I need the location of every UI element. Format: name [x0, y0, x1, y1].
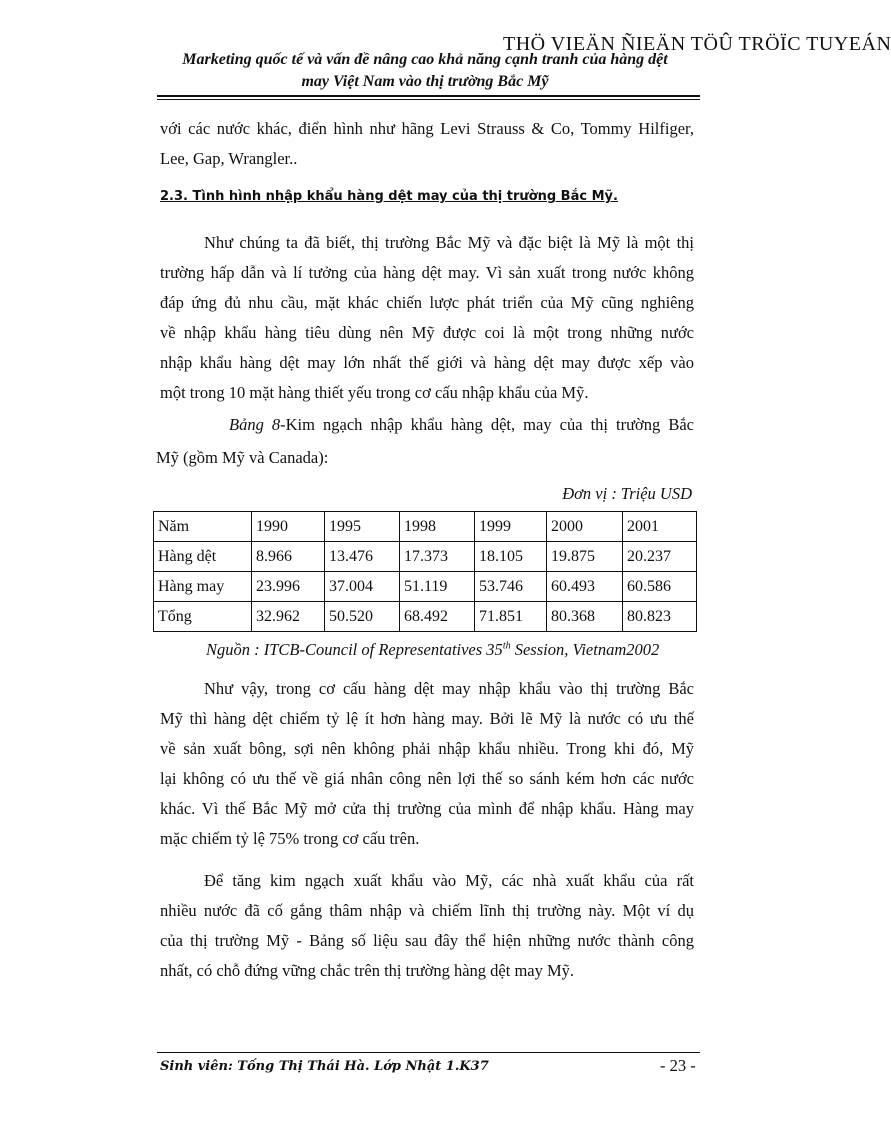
table-cell: 8.966 [252, 542, 325, 572]
para1-line: một trong 10 mặt hàng thiết yếu trong cơ cấu nhập khẩu của Mỹ. [160, 383, 589, 402]
paragraph-3 [160, 866, 694, 986]
unit-label: Đơn vị : Triệu USD [562, 484, 692, 503]
para1-line: Như chúng ta đã biết, thị trường Bắc Mỹ và đặc biệt là Mỹ là một thị [204, 233, 694, 252]
table-cell: 60.586 [623, 572, 697, 602]
watermark-text: THÖ VIEÄN ÑIEÄN TÖÛ TRÖÏC TUYEÁN [503, 33, 891, 55]
table-cell: 23.996 [252, 572, 325, 602]
table-cell: Hàng dệt [154, 542, 252, 572]
table-cell: 1998 [400, 512, 475, 542]
table-caption-line1 [229, 415, 694, 435]
table-cell: 60.493 [547, 572, 623, 602]
intro-paragraph [160, 114, 694, 174]
para2-line: Mỹ thì hàng dệt chiếm tỷ lệ ít hơn hàng may. Bởi lẽ Mỹ là nước có ưu thế [160, 709, 694, 728]
para2-line: về sản xuất bông, sợi nên không phải nhập khẩu nhiều. Trong khi đó, Mỹ [160, 739, 694, 758]
source-text-end: Session, Vietnam2002 [510, 640, 660, 659]
table-cell: 80.368 [547, 602, 623, 632]
table-cell: 17.373 [400, 542, 475, 572]
page-number: - 23 - [660, 1056, 696, 1075]
para1-line: đáp ứng đủ nhu cầu, mặt khác chiến lược phát triển của Mỹ cũng nghiêng [160, 293, 694, 312]
footer-student-info: Sinh viên: Tống Thị Thái Hà. Lớp Nhật 1.K37 [160, 1059, 489, 1074]
para1-line: nhập khẩu hàng dệt may lớn nhất thế giới và hàng dệt may được xếp vào [160, 353, 694, 372]
table-cell: 80.823 [623, 602, 697, 632]
table-row [154, 602, 697, 632]
para2-line: khác. Vì thế Bắc Mỹ mở cửa thị trường của mình để nhập khẩu. Hàng may [160, 799, 694, 818]
table-cell: 1990 [252, 512, 325, 542]
header-title-line1: Marketing quốc tế và vấn đề nâng cao khả năng cạnh tranh của hàng dệt [182, 51, 668, 68]
para3-line: nhiều nước đã cố gắng thâm nhập và chiếm lĩnh thị trường này. Một ví dụ [160, 901, 694, 920]
table-cell: 32.962 [252, 602, 325, 632]
table-cell: 53.746 [475, 572, 547, 602]
paragraph-1 [160, 228, 694, 408]
header-rule-thin [157, 99, 700, 100]
table-cell: 51.119 [400, 572, 475, 602]
table-cell: Tổng [154, 602, 252, 632]
table-cell: 18.105 [475, 542, 547, 572]
footer-rule [157, 1052, 700, 1053]
paragraph-2 [160, 674, 694, 854]
table-cell: Hàng may [154, 572, 252, 602]
table-cell: 71.851 [475, 602, 547, 632]
intro-line: Lee, Gap, Wrangler.. [160, 149, 298, 168]
table-cell: 50.520 [325, 602, 400, 632]
table-row [154, 542, 697, 572]
para3-line: nhất, có chỗ đứng vững chắc trên thị trường hàng dệt may Mỹ. [160, 961, 575, 980]
para2-line: mặc chiếm tỷ lệ 75% trong cơ cấu trên. [160, 829, 420, 848]
table-cell: Năm [154, 512, 252, 542]
header-title-line2: may Việt Nam vào thị trường Bắc Mỹ [301, 73, 549, 90]
table-cell: 1995 [325, 512, 400, 542]
table-caption-text: -Kim ngạch nhập khẩu hàng dệt, may của thị trường Bắc [280, 415, 694, 434]
para3-line: Để tăng kim ngạch xuất khẩu vào Mỹ, các nhà xuất khẩu của rất [204, 871, 694, 890]
para1-line: trường hấp dẫn và lí tưởng của hàng dệt may. Vì sản xuất trong nước không [160, 263, 694, 282]
table-cell: 37.004 [325, 572, 400, 602]
table-cell: 19.875 [547, 542, 623, 572]
header-rule-thick [157, 95, 700, 97]
table-caption-line2: Mỹ (gồm Mỹ và Canada): [156, 448, 329, 467]
para1-line: về nhập khẩu hàng tiêu dùng nên Mỹ được coi là một trong những nước [160, 323, 694, 342]
para3-line: của thị trường Mỹ - Bảng số liệu sau đây thể hiện những nước thành công [160, 931, 694, 950]
intro-line: với các nước khác, điển hình như hãng Levi Strauss & Co, Tommy Hilfiger, [160, 119, 694, 138]
table-cell: 2000 [547, 512, 623, 542]
import-table [153, 511, 697, 632]
table-cell: 1999 [475, 512, 547, 542]
table-row [154, 572, 697, 602]
para2-line: lại không có ưu thế về giá nhân công nên lợi thế so sánh kém hơn các nước [160, 769, 694, 788]
table-cell: 20.237 [623, 542, 697, 572]
section-heading: 2.3. Tình hình nhập khẩu hàng dệt may của thị trường Bắc Mỹ. [160, 189, 618, 204]
table-source [206, 640, 659, 660]
source-superscript: th [502, 640, 511, 652]
table-caption-label: Bảng 8 [229, 415, 281, 434]
table-cell: 2001 [623, 512, 697, 542]
source-text: Nguồn : ITCB-Council of Representatives 35 [206, 640, 503, 659]
table-header-row [154, 512, 697, 542]
table-cell: 68.492 [400, 602, 475, 632]
para2-line: Như vậy, trong cơ cấu hàng dệt may nhập khẩu vào thị trường Bắc [204, 679, 694, 698]
table-cell: 13.476 [325, 542, 400, 572]
